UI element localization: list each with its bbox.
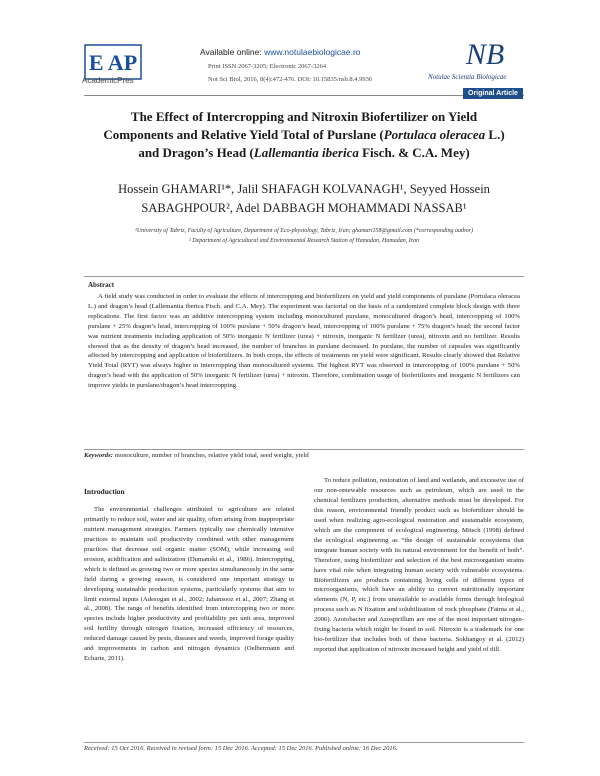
header-rule [84,95,524,96]
left-logo-text: E AP [88,50,138,75]
affiliation-1: ¹University of Tabriz, Faculty of Agriculture, Department of Eco-physiology, Tabriz, Iran; ghamari158@gmail.com (*corresponding author) [135,228,473,234]
right-logo-text: NB [465,38,505,71]
journal-header [200,47,420,83]
authors-line-1: Hossein GHAMARI¹*, Jalil SHAFAGH KOLVANAGH¹, Seyyed Hossein [118,182,490,196]
abstract-heading: Abstract [88,281,115,289]
intro-paragraph-1: The environmental challenges attributed to agriculture are related primarily to reduce soil, water and air quality, often arising from inappropriate nutrient management strategies. Farmers typically use chemically intensive practices to maintain soil productivity combined with other management practices that decrease soil organic matter (SOM), while increasing soil erosion, acidification and salinization (Dumanski et al., 1986). Intercropping, which is defined as growing two or more species simultaneously in the same field during a growing season, is considered one important strategy in developing sustainable production systems, particularly systems that aim to limit external inputs (Adesogan et al., 2002; Jahansooz et al., 2007; Zhang et al., 2008). The range of benefits identified from intercropping two or more species include higher productivity and profitability per unit area, improved soil fertility through nitrogen fixation, increased efficiency of resources, reduced damage caused by pests, diseases and weeds, improved forage quality and improvements in carbon and nitrogen dynamics (Oelbermann and Echarte, 2011). [84,505,294,663]
article-type-badge: Original Article [463,88,523,99]
keywords [84,449,524,459]
body-column-right [314,476,524,655]
keywords-label: Keywords: [84,452,113,459]
right-logo-label: Notulae Scientia Biologicae [428,73,507,81]
article-title [84,108,524,162]
intro-paragraph-2: To reduce pollution, restoration of land and wetlands, and excessive use of our non-renewable resources such as petroleum, which are used in the chemical fertilizers production, alternative methods must be developed. For this reason, environmental friendly product such as biofertilizer should be used when realizing agro-ecological restoration and sustainable ecosystem, which are the component of ecological engineering. Mitsch (1998) defined the ecological engineering as “the design of sustainable ecosystems that integrate human society with its natural environment for the benefit of both”. Therefore, using biofertilizer and selection of the best microorganism strains have vital role when integrating human society with vulnerable ecosystems. Biofertilizers are products containing living cells of different types of microorganisms, which have an ability to convert nutritionally important elements (N, P, etc.) from unavailable to available forms through biological process such as N fixation and solubilization of rock phosphate (Fatma et al., 2006). Azotobacter and Azospirillum are one of the most important nitrogen-fixing bacteria which might be found in soil. Nitroxin is a trademark for one bio-fertilizer that includes both of these bacteria. Sokhangoy et al. (2012) reported that application of nitroxin increased height and yield of dill. [314,477,524,654]
author-list [84,180,524,218]
left-logo-label: AcademicPres [82,76,134,85]
title-line-2: Components and Relative Yield Total of Purslane (Portulaca oleracea L.) [103,127,505,142]
keywords-text: monoculture, number of branches, relative yield total, seed weight, yield [112,452,309,459]
available-online [200,47,420,57]
title-line-3: and Dragon’s Head (Lallemantia iberica Fisch. & C.A. Mey) [138,145,470,160]
journal-url-link[interactable]: www.notulaebiologicae.ro [264,47,361,57]
issn: Print ISSN 2067-3205; Electronic 2067-3264 [208,63,327,70]
introduction-heading: Introduction [84,487,125,496]
body-column-left [84,487,294,664]
citation: Not Sci Biol, 2016, 8(4):472-476. DOI: 10.15835/nsb.8.4.9936 [208,76,373,83]
authors-line-2: SABAGHPOUR², Adel DABBAGH MOHAMMADI NASSAB¹ [141,201,467,215]
affiliation-2: ² Department of Agricultural and Environmental Research Station of Hamadan, Hamadan, Iran [188,238,420,244]
notulae-logo [455,32,515,76]
available-prefix: Available online: [200,47,265,57]
affiliations [84,226,524,246]
abstract-text: A field study was conducted in order to evaluate the effects of intercropping and biofertilizers on yield and yield components of purslane (Portulaca oleracea L.) and dragon’s head (Lallemantia iberica Fisch. and C.A. Mey). The experiment was factorial on the basis of a randomized complete block design with three replications. The first factor was an additive intercropping system including monocultured purslane, monocultured dragon’s head, intercropping of 100% purslane + 25% dragon’s head, intercropping of 100% purslane + 50% dragon’s head, intercropping of 100% purslane + 75% dragon’s head; the second factor was nutrient treatments including application of 50% inorganic N fertilizer (urea) + nitroxin, inorganic N fertilizer (urea), nitroxin and no fertilizer. Results showed that as the density of dragon’s head increased, the number of branches in purslane decreased. In purslane, the number of capsules was significantly affected by intercropping and application of biofertilizers. In both crops, the effects of treatments on yield were significant. Results clearly showed that Relative Yield Total (RYT) was always higher in intercropping than monocultured systems. The highest RYT was observed in intercropping of 100% purslane + 50% dragon’s head with the application of 50% inorganic N fertilizer (urea) + nitroxin. Therefore, combination usage of biofertilizers and inorganic N fertilizers can improve yields in purslane/dragon’s head intercropping. [88,293,520,390]
title-line-1: The Effect of Intercropping and Nitroxin Biofertilizer on Yield [130,109,478,124]
received-dates-footer: Received: 15 Oct 2016. Received in revised form: 15 Dec 2016. Accepted: 15 Dec 2016. Published online: 16 Dec 2016. [84,742,524,752]
